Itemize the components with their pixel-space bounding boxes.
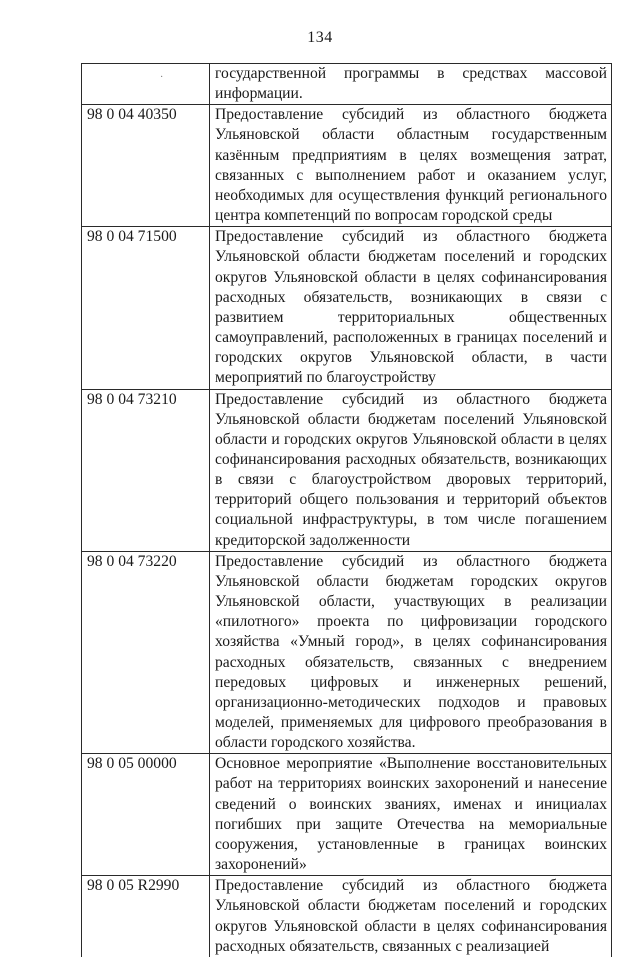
table-row [82,64,612,105]
row-description: Основное мероприятие «Выполнение восстановительных работ на территориях воинских захоронений и нанесение сведений о воинских званиях, именах и инициалах погибших при защите Отечества на мемориальные сооружения, установленные в границах воинских захоронений» [210,754,612,876]
row-description: государственной программы в средствах массовой информации. [210,64,612,105]
row-code: 98 0 05 00000 [82,754,210,876]
table-row [82,754,612,876]
row-code: 98 0 04 73220 [82,551,210,754]
table-row [82,105,612,227]
scan-speck: · [160,72,164,83]
row-description: Предоставление субсидий из областного бюджета Ульяновской области бюджетам поселений и городских округов Ульяновской области в целях софинансирования расходных обязательств, связанных с реализацией [210,876,612,957]
table-row [82,876,612,957]
row-description: Предоставление субсидий из областного бюджета Ульяновской области бюджетам городских округов Ульяновской области, участвующих в реализации «пилотного» проекта по цифровизации городского хозяйства «Умный город», в целях софинансирования расходных обязательств, связанных с внедрением передовых цифровых и инженерных решений, организационно-методических подходов и правовых моделей, применяемых для цифрового преобразования в области городского хозяйства. [210,551,612,754]
table-row [82,389,612,551]
row-code: 98 0 04 71500 [82,227,210,389]
table-row [82,227,612,389]
row-description: Предоставление субсидий из областного бюджета Ульяновской области бюджетам поселений и городских округов Ульяновской области в целях софинансирования расходных обязательств, возникающих в связи с развитием территориальных общественных самоуправлений, расположенных в границах поселений и городских округов Ульяновской области, в части мероприятий по благоустройству [210,227,612,389]
row-code [82,64,210,105]
row-description: Предоставление субсидий из областного бюджета Ульяновской области бюджетам поселений Ульяновской области и городских округов Ульяновской области в целях софинансирования расходных обязательств, возникающих в связи с благоустройством дворовых территорий, территорий общего пользования и территорий объектов социальной инфраструктуры, в том числе погашением кредиторской задолженности [210,389,612,551]
row-code: 98 0 04 73210 [82,389,210,551]
page-number: 134 [307,29,333,46]
row-code: 98 0 05 R2990 [82,876,210,957]
row-code: 98 0 04 40350 [82,105,210,227]
budget-codes-table [81,63,612,957]
table-row [82,551,612,754]
row-description: Предоставление субсидий из областного бюджета Ульяновской области областным государственным казённым предприятиям в целях возмещения затрат, связанных с выполнением работ и оказанием услуг, необходимых для осуществления функций регионального центра компетенций по вопросам городской среды [210,105,612,227]
